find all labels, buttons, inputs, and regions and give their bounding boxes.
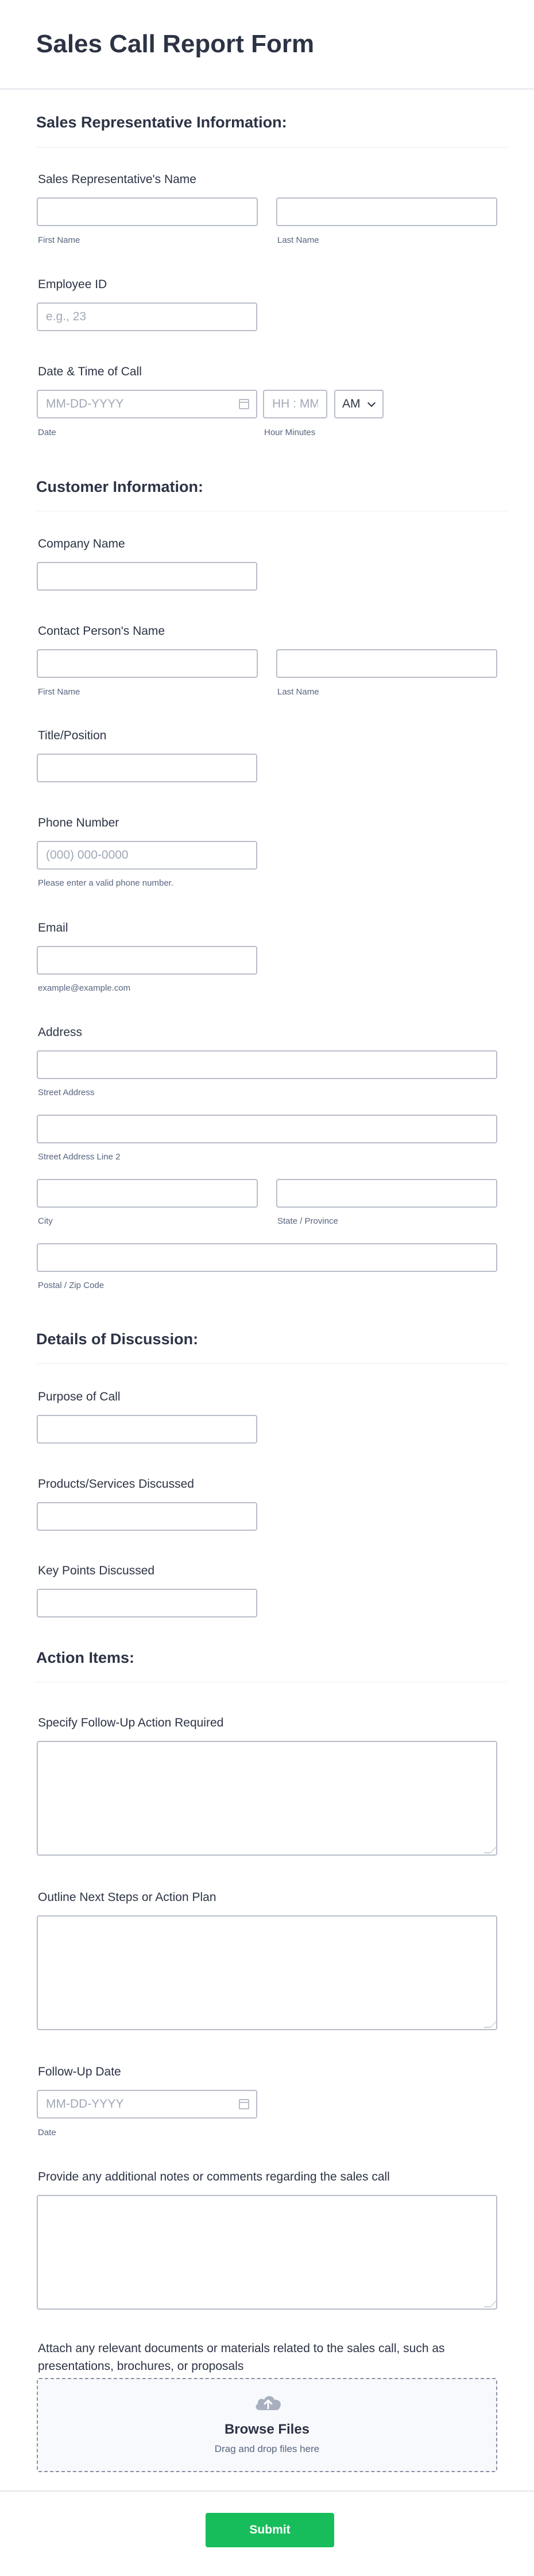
browse-files-subtitle: Drag and drop files here (214, 2443, 320, 2454)
contact-first-name-input[interactable] (37, 649, 258, 678)
form-title: Sales Call Report Form (36, 30, 315, 58)
title-position-input[interactable] (37, 754, 257, 782)
next-steps-textarea[interactable] (37, 1915, 497, 2030)
street-address-input[interactable] (37, 1050, 497, 1079)
contact-last-name-sublabel: Last Name (277, 687, 319, 697)
city-sublabel: City (38, 1216, 53, 1226)
rep-last-name-sublabel: Last Name (277, 235, 319, 245)
chevron-down-icon (367, 399, 376, 407)
phone-sublabel: Please enter a valid phone number. (38, 878, 173, 888)
street-address-2-sublabel: Street Address Line 2 (38, 1152, 121, 1162)
calendar-icon[interactable] (239, 399, 249, 409)
file-upload-dropzone[interactable] (37, 2378, 497, 2472)
key-points-input[interactable] (37, 1589, 257, 1617)
zip-sublabel: Postal / Zip Code (38, 1281, 105, 1290)
section-heading-discussion: Details of Discussion: (36, 1330, 199, 1348)
contact-name-label: Contact Person's Name (38, 624, 165, 638)
contact-last-name-input[interactable] (276, 649, 497, 678)
email-input[interactable] (37, 946, 257, 975)
key-points-label: Key Points Discussed (38, 1564, 155, 1577)
purpose-input[interactable] (37, 1415, 257, 1444)
ampm-value: AM (342, 397, 361, 410)
employee-id-input[interactable] (37, 302, 257, 331)
rep-name-label: Sales Representative's Name (38, 173, 196, 186)
state-input[interactable] (276, 1179, 497, 1208)
rep-last-name-input[interactable] (276, 197, 497, 226)
purpose-label: Purpose of Call (38, 1390, 121, 1403)
phone-label: Phone Number (38, 816, 119, 829)
followup-date-sublabel: Date (38, 2128, 56, 2137)
state-sublabel: State / Province (277, 1216, 338, 1226)
followup-date-input[interactable] (37, 2090, 257, 2119)
ampm-select[interactable] (334, 390, 384, 418)
call-date-field (37, 390, 257, 418)
street-address-sublabel: Street Address (38, 1088, 95, 1097)
notes-textarea[interactable] (37, 2195, 497, 2310)
header-divider (0, 88, 534, 90)
phone-input[interactable] (37, 841, 257, 870)
company-name-label: Company Name (38, 537, 125, 550)
zip-input[interactable] (37, 1243, 497, 1272)
rep-first-name-input[interactable] (37, 197, 258, 226)
rep-first-name-sublabel: First Name (38, 235, 80, 245)
city-input[interactable] (37, 1179, 258, 1208)
title-position-label: Title/Position (38, 729, 107, 742)
browse-files-title: Browse Files (224, 2422, 310, 2437)
email-label: Email (38, 921, 68, 934)
datetime-label: Date & Time of Call (38, 365, 142, 378)
submit-button[interactable]: Submit (206, 2513, 334, 2547)
followup-action-label: Specify Follow-Up Action Required (38, 1716, 224, 1729)
section-heading-rep: Sales Representative Information: (36, 114, 287, 131)
products-input[interactable] (37, 1502, 257, 1531)
products-label: Products/Services Discussed (38, 1477, 194, 1491)
company-name-input[interactable] (37, 562, 257, 591)
email-sublabel: example@example.com (38, 983, 131, 993)
followup-date-label: Follow-Up Date (38, 2065, 121, 2078)
section-divider-discussion (36, 1363, 507, 1364)
followup-action-textarea[interactable] (37, 1741, 497, 1856)
notes-label: Provide any additional notes or comments regarding the sales call (38, 2170, 390, 2183)
call-time-sublabel: Hour Minutes (264, 428, 316, 437)
call-date-input[interactable] (37, 390, 257, 418)
call-time-input[interactable] (263, 390, 327, 418)
calendar-icon[interactable] (239, 2099, 249, 2109)
section-heading-action: Action Items: (36, 1649, 135, 1666)
followup-date-field (37, 2090, 257, 2119)
footer-divider (0, 2490, 534, 2492)
contact-first-name-sublabel: First Name (38, 687, 80, 697)
section-heading-customer: Customer Information: (36, 478, 204, 495)
call-date-sublabel: Date (38, 428, 56, 437)
section-divider-rep (36, 147, 507, 148)
street-address-2-input[interactable] (37, 1115, 497, 1143)
attach-label: Attach any relevant documents or materials related to the sales call, such as presentations, brochures, or proposals (38, 2342, 445, 2373)
address-label: Address (38, 1026, 83, 1039)
cloud-upload-icon (253, 2393, 283, 2411)
employee-id-label: Employee ID (38, 278, 107, 291)
next-steps-label: Outline Next Steps or Action Plan (38, 1891, 216, 1904)
